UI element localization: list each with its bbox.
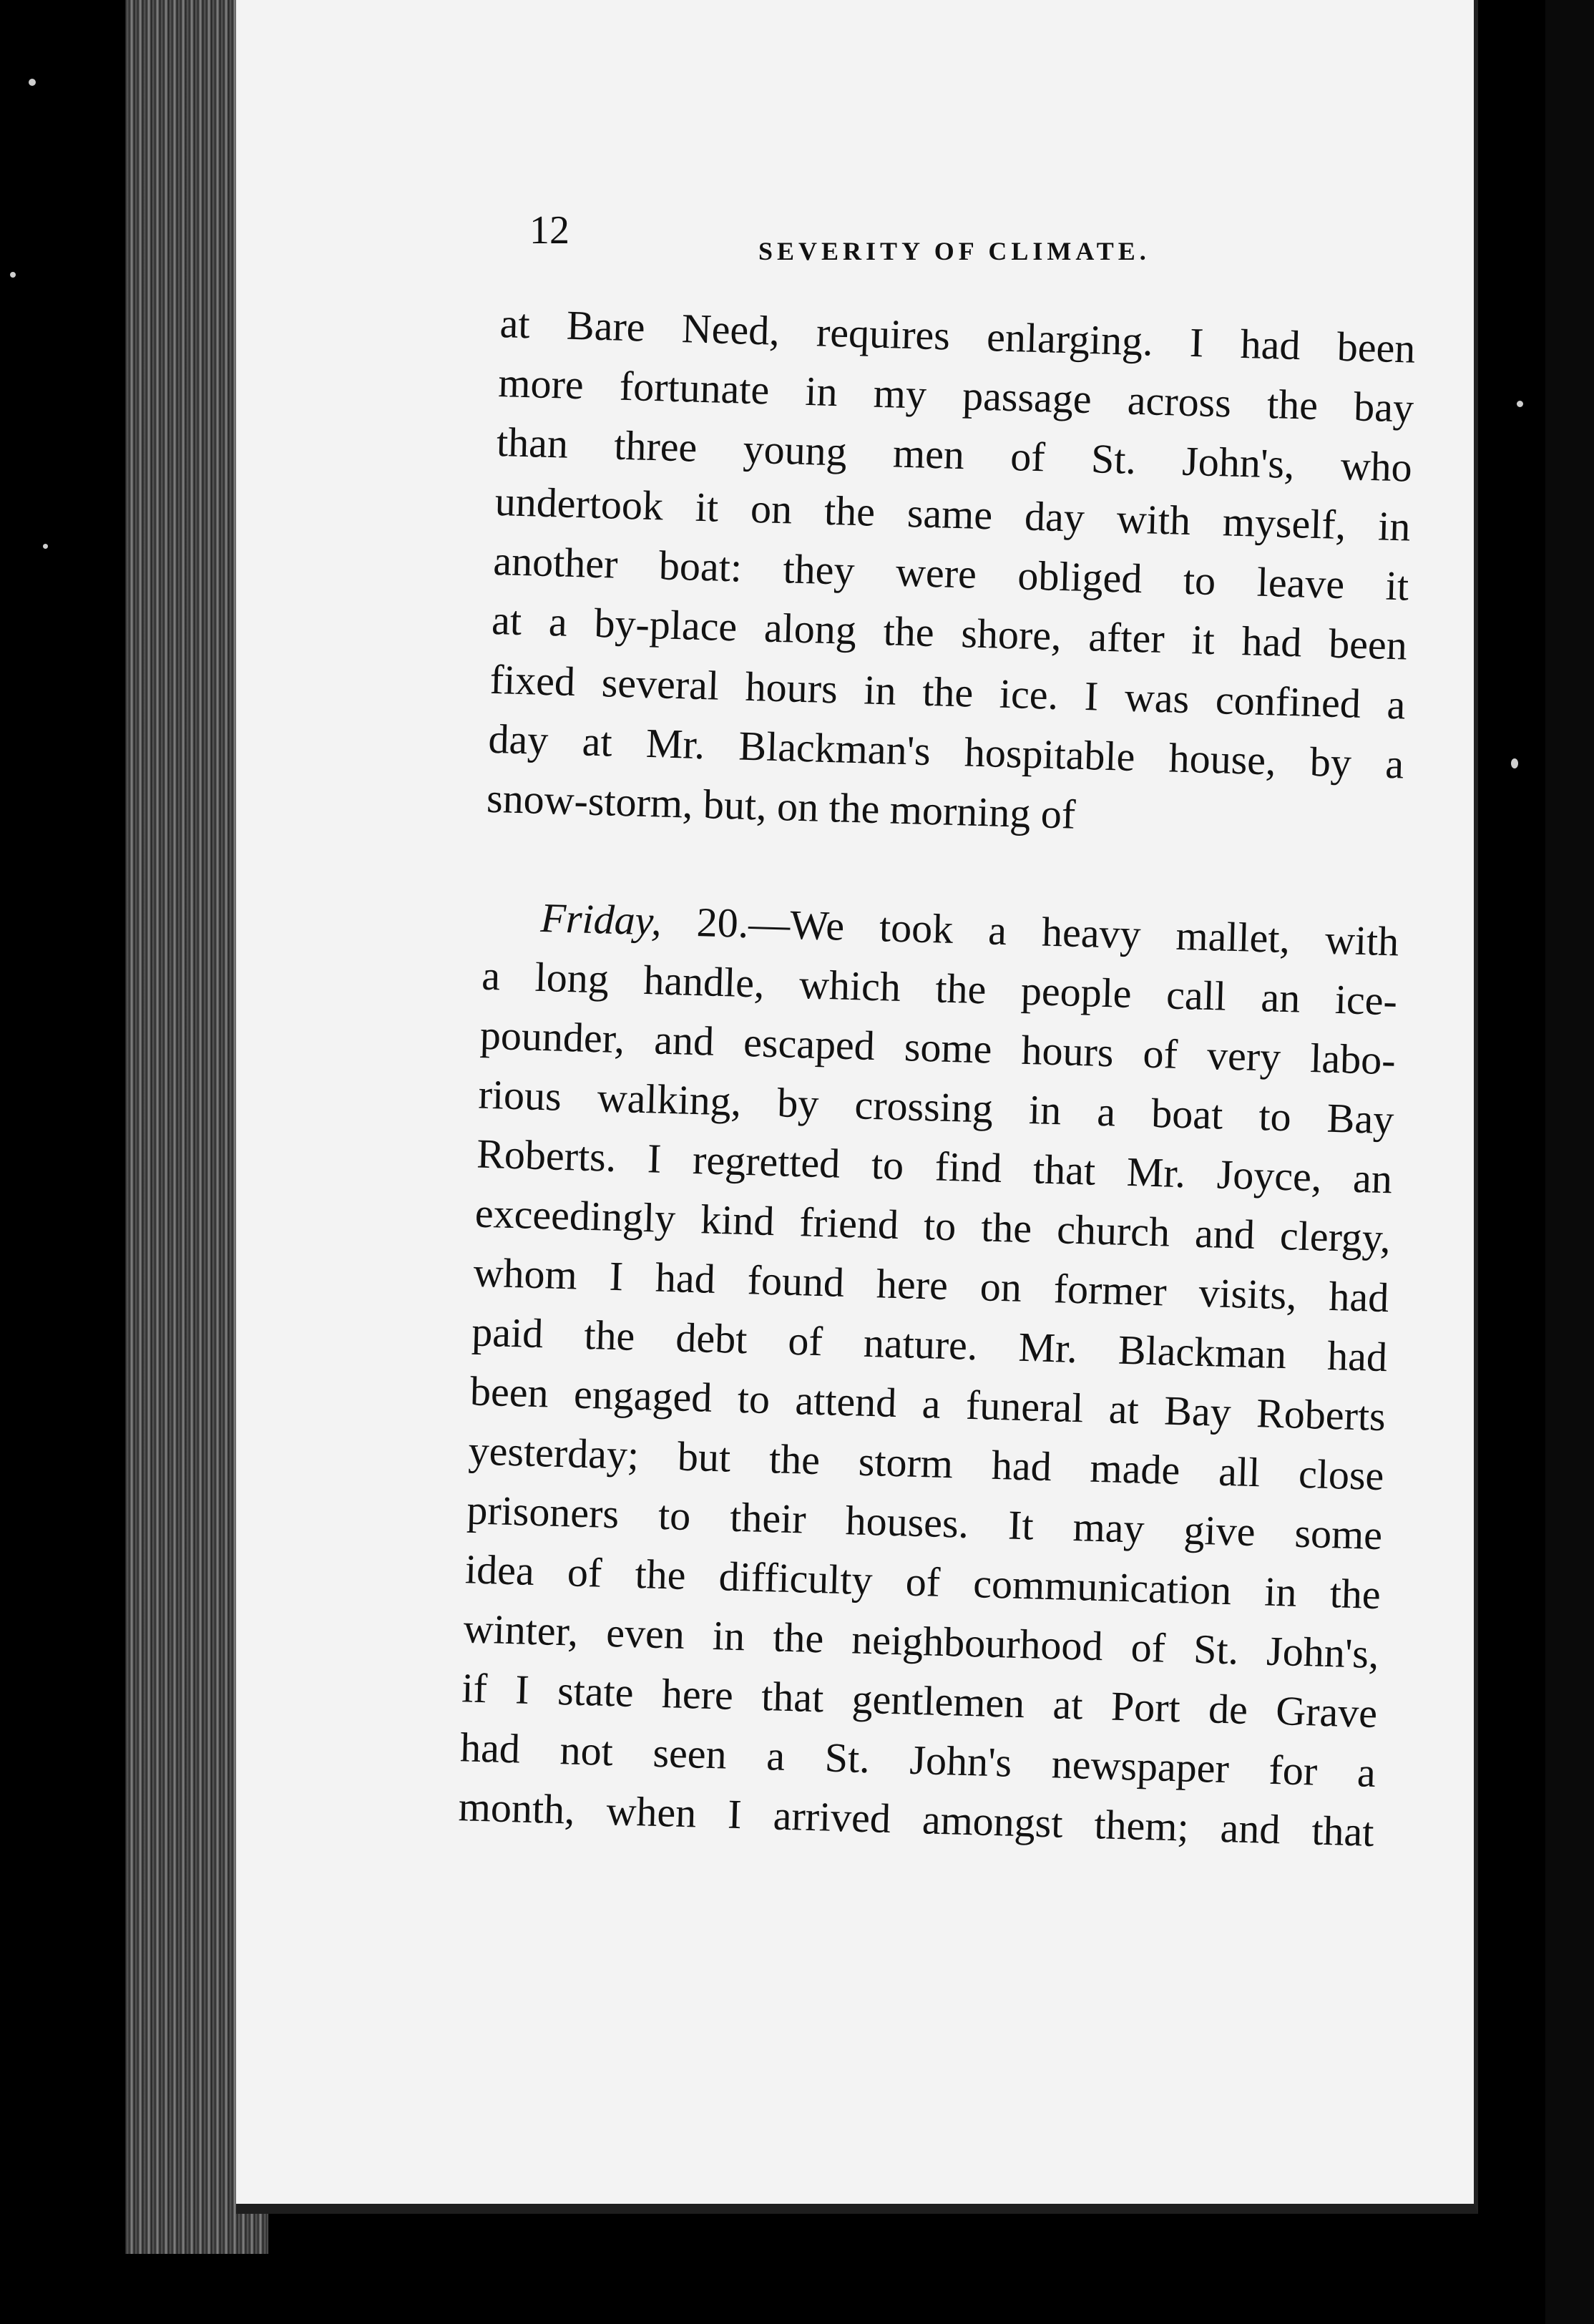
dust-speck [1511,758,1518,768]
dust-speck [29,79,36,86]
text-line: month, when I arrived amongst them; and that [458,1783,1375,1855]
text-line: idea of the difficulty of communication in the [464,1546,1382,1618]
text-line: whom I had found here on former visits, had [472,1249,1390,1322]
page-number: 12 [529,208,569,253]
text-line: at Bare Need, requires enlarging. I had been [499,299,1417,372]
text-line: more fortunate in my passage across the bay [497,358,1414,431]
text-line: winter, even in the neighbourhood of St. John's, [462,1605,1380,1677]
body-text [456,293,1416,1921]
text-line: Roberts. I regretted to find that Mr. Joyce, an [476,1130,1393,1203]
text-line: yesterday; but the storm had made all close [467,1427,1385,1500]
date-label: Friday, [539,894,662,944]
text-line: if I state here that gentlemen at Port de Grave [461,1664,1378,1737]
text-line: another boat: they were obliged to leave it [492,537,1409,610]
facing-page-edge [1545,0,1594,2324]
text-line: pounder, and escaped some hours of very labo- [479,1011,1397,1084]
dust-speck [43,544,48,549]
text-line: fixed several hours in the ice. I was confined a [489,655,1407,728]
page-header [529,208,1438,286]
text-line: rious walking, by crossing in a boat to Bay [477,1070,1395,1143]
text-line: had not seen a St. John's newspaper for a [459,1724,1377,1796]
text-line: exceedingly kind friend to the church and clergy, [474,1189,1392,1262]
running-head: SEVERITY OF CLIMATE. [758,237,1150,265]
text-line: than three young men of St. John's, who [496,418,1413,491]
dust-speck [1517,401,1523,407]
text-line: undertook it on the same day with myself, in [494,477,1412,550]
text-line: day at Mr. Blackman's hospitable house, by a [487,715,1405,788]
text-line: been engaged to attend a funeral at Bay Roberts [469,1367,1387,1440]
text-line: snow-storm, but, on the morning of [486,774,1077,838]
text-line: paid the debt of nature. Mr. Blackman had [471,1308,1388,1381]
text-line: at a by-place along the shore, after it had been [491,596,1408,669]
dust-speck [10,272,16,278]
date-line-text: 20.—We took a heavy mallet, with [660,897,1400,965]
text-line: prisoners to their houses. It may give some [466,1486,1383,1559]
text-line: a long handle, which the people call an ice- [481,952,1398,1025]
